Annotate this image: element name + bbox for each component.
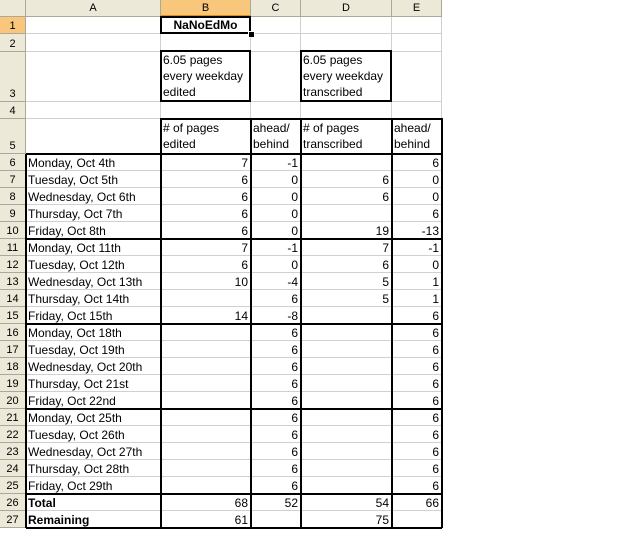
- pages-edited-cell[interactable]: 6: [161, 256, 251, 273]
- pages-edited-cell[interactable]: 6: [161, 205, 251, 222]
- day-cell[interactable]: Tuesday, Oct 12th: [26, 256, 161, 273]
- row-header-9[interactable]: 9: [0, 205, 26, 222]
- pages-transcribed-cell[interactable]: [301, 375, 392, 392]
- day-cell[interactable]: Wednesday, Oct 6th: [26, 188, 161, 205]
- ahead-behind-transcribed-cell[interactable]: 6: [392, 477, 442, 494]
- row-header-6[interactable]: 6: [0, 154, 26, 171]
- pages-transcribed-cell[interactable]: [301, 477, 392, 494]
- row-header-24[interactable]: 24: [0, 460, 26, 477]
- total-edited[interactable]: 68: [161, 494, 251, 511]
- pages-transcribed-cell[interactable]: 6: [301, 188, 392, 205]
- pages-transcribed-cell[interactable]: [301, 154, 392, 171]
- pages-transcribed-cell[interactable]: 19: [301, 222, 392, 239]
- ahead-behind-transcribed-cell[interactable]: 0: [392, 188, 442, 205]
- pages-edited-cell[interactable]: 6: [161, 188, 251, 205]
- ahead-behind-edited-cell[interactable]: 0: [251, 205, 301, 222]
- pages-edited-cell[interactable]: [161, 409, 251, 426]
- row-header-25[interactable]: 25: [0, 477, 26, 494]
- row-header-7[interactable]: 7: [0, 171, 26, 188]
- pages-transcribed-cell[interactable]: [301, 341, 392, 358]
- ahead-behind-edited-cell[interactable]: 0: [251, 222, 301, 239]
- header-ahead-behind-2[interactable]: ahead/ behind: [392, 119, 442, 154]
- empty-cell[interactable]: [26, 17, 161, 34]
- day-cell[interactable]: Thursday, Oct 7th: [26, 205, 161, 222]
- day-cell[interactable]: Friday, Oct 22nd: [26, 392, 161, 409]
- pages-transcribed-cell[interactable]: 5: [301, 290, 392, 307]
- ahead-behind-transcribed-cell[interactable]: 6: [392, 154, 442, 171]
- pages-edited-cell[interactable]: 10: [161, 273, 251, 290]
- ahead-behind-edited-cell[interactable]: 6: [251, 409, 301, 426]
- column-header-c[interactable]: C: [251, 0, 301, 17]
- ahead-behind-edited-cell[interactable]: 6: [251, 443, 301, 460]
- pages-edited-cell[interactable]: 7: [161, 239, 251, 256]
- day-cell[interactable]: Monday, Oct 25th: [26, 409, 161, 426]
- pages-transcribed-cell[interactable]: 6: [301, 256, 392, 273]
- row-header-10[interactable]: 10: [0, 222, 26, 239]
- day-cell[interactable]: Friday, Oct 8th: [26, 222, 161, 239]
- row-header-4[interactable]: 4: [0, 102, 26, 119]
- pages-edited-cell[interactable]: [161, 375, 251, 392]
- pages-edited-cell[interactable]: [161, 324, 251, 341]
- column-header-b[interactable]: B: [161, 0, 251, 17]
- pages-edited-cell[interactable]: 7: [161, 154, 251, 171]
- row-header-16[interactable]: 16: [0, 324, 26, 341]
- empty-cell[interactable]: [26, 52, 161, 102]
- border-under-header: [26, 153, 442, 155]
- pages-transcribed-cell[interactable]: 5: [301, 273, 392, 290]
- pages-transcribed-cell[interactable]: [301, 307, 392, 324]
- day-cell[interactable]: Monday, Oct 11th: [26, 239, 161, 256]
- ahead-behind-edited-cell[interactable]: 6: [251, 290, 301, 307]
- ahead-behind-transcribed-cell[interactable]: 6: [392, 392, 442, 409]
- total-top-border: [26, 493, 442, 495]
- ahead-behind-edited-cell[interactable]: 6: [251, 341, 301, 358]
- empty-cell[interactable]: [26, 119, 161, 154]
- ahead-behind-transcribed-cell[interactable]: 1: [392, 290, 442, 307]
- border-left-a: [25, 154, 27, 528]
- row-header-27[interactable]: 27: [0, 511, 26, 528]
- ahead-behind-transcribed-cell[interactable]: 6: [392, 205, 442, 222]
- row-header-11[interactable]: 11: [0, 239, 26, 256]
- ahead-behind-edited-cell[interactable]: 6: [251, 392, 301, 409]
- ahead-behind-edited-cell[interactable]: 6: [251, 460, 301, 477]
- pages-edited-cell[interactable]: 6: [161, 171, 251, 188]
- day-cell[interactable]: Monday, Oct 4th: [26, 154, 161, 171]
- row-header-23[interactable]: 23: [0, 443, 26, 460]
- empty-cell[interactable]: [392, 52, 442, 102]
- day-cell[interactable]: Wednesday, Oct 27th: [26, 443, 161, 460]
- row-header-20[interactable]: 20: [0, 392, 26, 409]
- ahead-behind-transcribed-cell[interactable]: 6: [392, 375, 442, 392]
- empty-cell[interactable]: [251, 102, 301, 119]
- day-cell[interactable]: Friday, Oct 29th: [26, 477, 161, 494]
- day-cell[interactable]: Wednesday, Oct 20th: [26, 358, 161, 375]
- ahead-behind-transcribed-cell[interactable]: 6: [392, 460, 442, 477]
- note-edited-cell[interactable]: 6.05 pages every weekday edited: [161, 52, 251, 102]
- row-header-26[interactable]: 26: [0, 494, 26, 511]
- pages-transcribed-cell[interactable]: 6: [301, 171, 392, 188]
- week-separator: [26, 408, 442, 410]
- ahead-behind-edited-cell[interactable]: -4: [251, 273, 301, 290]
- empty-cell[interactable]: [251, 34, 301, 52]
- empty-cell[interactable]: [251, 52, 301, 102]
- ahead-behind-edited-cell[interactable]: 6: [251, 324, 301, 341]
- empty-cell[interactable]: [392, 34, 442, 52]
- header-pages-edited[interactable]: # of pages edited: [161, 119, 251, 154]
- ahead-behind-edited-cell[interactable]: -8: [251, 307, 301, 324]
- row-header-18[interactable]: 18: [0, 358, 26, 375]
- ahead-behind-edited-cell[interactable]: 0: [251, 188, 301, 205]
- row-header-8[interactable]: 8: [0, 188, 26, 205]
- week-separator: [26, 238, 442, 240]
- pages-edited-cell[interactable]: [161, 358, 251, 375]
- pages-transcribed-cell[interactable]: [301, 392, 392, 409]
- ahead-behind-transcribed-cell[interactable]: 0: [392, 256, 442, 273]
- pages-edited-cell[interactable]: [161, 392, 251, 409]
- fill-handle[interactable]: [248, 31, 255, 38]
- ahead-behind-edited-cell[interactable]: 0: [251, 171, 301, 188]
- column-header-e[interactable]: E: [392, 0, 442, 17]
- ahead-behind-transcribed-cell[interactable]: 6: [392, 443, 442, 460]
- ahead-behind-edited-cell[interactable]: 6: [251, 477, 301, 494]
- pages-transcribed-cell[interactable]: [301, 358, 392, 375]
- row-header-5[interactable]: 5: [0, 119, 26, 154]
- table-bottom-border: [26, 527, 442, 529]
- empty-cell[interactable]: [301, 102, 392, 119]
- pages-edited-cell[interactable]: [161, 443, 251, 460]
- pages-transcribed-cell[interactable]: [301, 443, 392, 460]
- empty-cell[interactable]: [161, 34, 251, 52]
- ahead-behind-edited-cell[interactable]: 6: [251, 358, 301, 375]
- day-cell[interactable]: Tuesday, Oct 5th: [26, 171, 161, 188]
- row-header-21[interactable]: 21: [0, 409, 26, 426]
- total-label[interactable]: Total: [26, 494, 161, 511]
- ahead-behind-transcribed-cell[interactable]: 6: [392, 426, 442, 443]
- ahead-behind-transcribed-cell[interactable]: -1: [392, 239, 442, 256]
- pages-edited-cell[interactable]: [161, 341, 251, 358]
- row-header-2[interactable]: 2: [0, 34, 26, 52]
- total-ahead-behind-edited[interactable]: 52: [251, 494, 301, 511]
- day-cell[interactable]: Monday, Oct 18th: [26, 324, 161, 341]
- day-cell[interactable]: Thursday, Oct 14th: [26, 290, 161, 307]
- empty-cell[interactable]: [301, 17, 392, 34]
- row-header-22[interactable]: 22: [0, 426, 26, 443]
- ahead-behind-edited-cell[interactable]: -1: [251, 154, 301, 171]
- column-header-a[interactable]: A: [26, 0, 161, 17]
- ahead-behind-edited-cell[interactable]: 6: [251, 375, 301, 392]
- row-header-12[interactable]: 12: [0, 256, 26, 273]
- ahead-behind-transcribed-cell[interactable]: 0: [392, 171, 442, 188]
- day-cell[interactable]: Wednesday, Oct 13th: [26, 273, 161, 290]
- row-header-13[interactable]: 13: [0, 273, 26, 290]
- ahead-behind-transcribed-cell[interactable]: -13: [392, 222, 442, 239]
- pages-transcribed-cell[interactable]: [301, 460, 392, 477]
- day-cell[interactable]: Tuesday, Oct 26th: [26, 426, 161, 443]
- header-pages-transcribed[interactable]: # of pages transcribed: [301, 119, 392, 154]
- pages-transcribed-cell[interactable]: [301, 324, 392, 341]
- pages-edited-cell[interactable]: 14: [161, 307, 251, 324]
- column-header-d[interactable]: D: [301, 0, 392, 17]
- row-header-15[interactable]: 15: [0, 307, 26, 324]
- ahead-behind-transcribed-cell[interactable]: 6: [392, 341, 442, 358]
- pages-edited-cell[interactable]: [161, 426, 251, 443]
- row-header-14[interactable]: 14: [0, 290, 26, 307]
- row-header-1[interactable]: 1: [0, 17, 26, 34]
- remaining-label[interactable]: Remaining: [26, 511, 161, 528]
- ahead-behind-transcribed-cell[interactable]: 6: [392, 324, 442, 341]
- empty-cell[interactable]: [301, 34, 392, 52]
- empty-cell[interactable]: [26, 102, 161, 119]
- empty-cell[interactable]: [26, 34, 161, 52]
- note-transcribed-cell[interactable]: 6.05 pages every weekday transcribed: [301, 52, 392, 102]
- ahead-behind-transcribed-cell[interactable]: 1: [392, 273, 442, 290]
- row-header-3[interactable]: 3: [0, 52, 26, 102]
- title-cell[interactable]: NaNoEdMo: [161, 17, 251, 34]
- empty-cell[interactable]: [251, 17, 301, 34]
- pages-edited-cell[interactable]: 6: [161, 222, 251, 239]
- row-header-17[interactable]: 17: [0, 341, 26, 358]
- empty-cell[interactable]: [161, 102, 251, 119]
- header-ahead-behind-1[interactable]: ahead/ behind: [251, 119, 301, 154]
- pages-transcribed-cell[interactable]: [301, 205, 392, 222]
- remaining-ahead-behind-edited[interactable]: [251, 511, 301, 528]
- remaining-edited[interactable]: 61: [161, 511, 251, 528]
- ahead-behind-transcribed-cell[interactable]: 6: [392, 307, 442, 324]
- remaining-ahead-behind-transcribed[interactable]: [392, 511, 442, 528]
- week-separator: [26, 323, 442, 325]
- ahead-behind-transcribed-cell[interactable]: 6: [392, 409, 442, 426]
- pages-transcribed-cell[interactable]: [301, 426, 392, 443]
- pages-edited-cell[interactable]: [161, 290, 251, 307]
- ahead-behind-edited-cell[interactable]: 0: [251, 256, 301, 273]
- day-cell[interactable]: Tuesday, Oct 19th: [26, 341, 161, 358]
- ahead-behind-edited-cell[interactable]: -1: [251, 239, 301, 256]
- pages-edited-cell[interactable]: [161, 477, 251, 494]
- ahead-behind-edited-cell[interactable]: 6: [251, 426, 301, 443]
- empty-cell[interactable]: [392, 17, 442, 34]
- day-cell[interactable]: Thursday, Oct 21st: [26, 375, 161, 392]
- pages-transcribed-cell[interactable]: 7: [301, 239, 392, 256]
- ahead-behind-transcribed-cell[interactable]: 6: [392, 358, 442, 375]
- total-ahead-behind-transcribed[interactable]: 66: [392, 494, 442, 511]
- empty-cell[interactable]: [392, 102, 442, 119]
- select-all-corner[interactable]: [0, 0, 26, 17]
- pages-edited-cell[interactable]: [161, 460, 251, 477]
- day-cell[interactable]: Friday, Oct 15th: [26, 307, 161, 324]
- row-header-19[interactable]: 19: [0, 375, 26, 392]
- day-cell[interactable]: Thursday, Oct 28th: [26, 460, 161, 477]
- total-transcribed[interactable]: 54: [301, 494, 392, 511]
- pages-transcribed-cell[interactable]: [301, 409, 392, 426]
- remaining-transcribed[interactable]: 75: [301, 511, 392, 528]
